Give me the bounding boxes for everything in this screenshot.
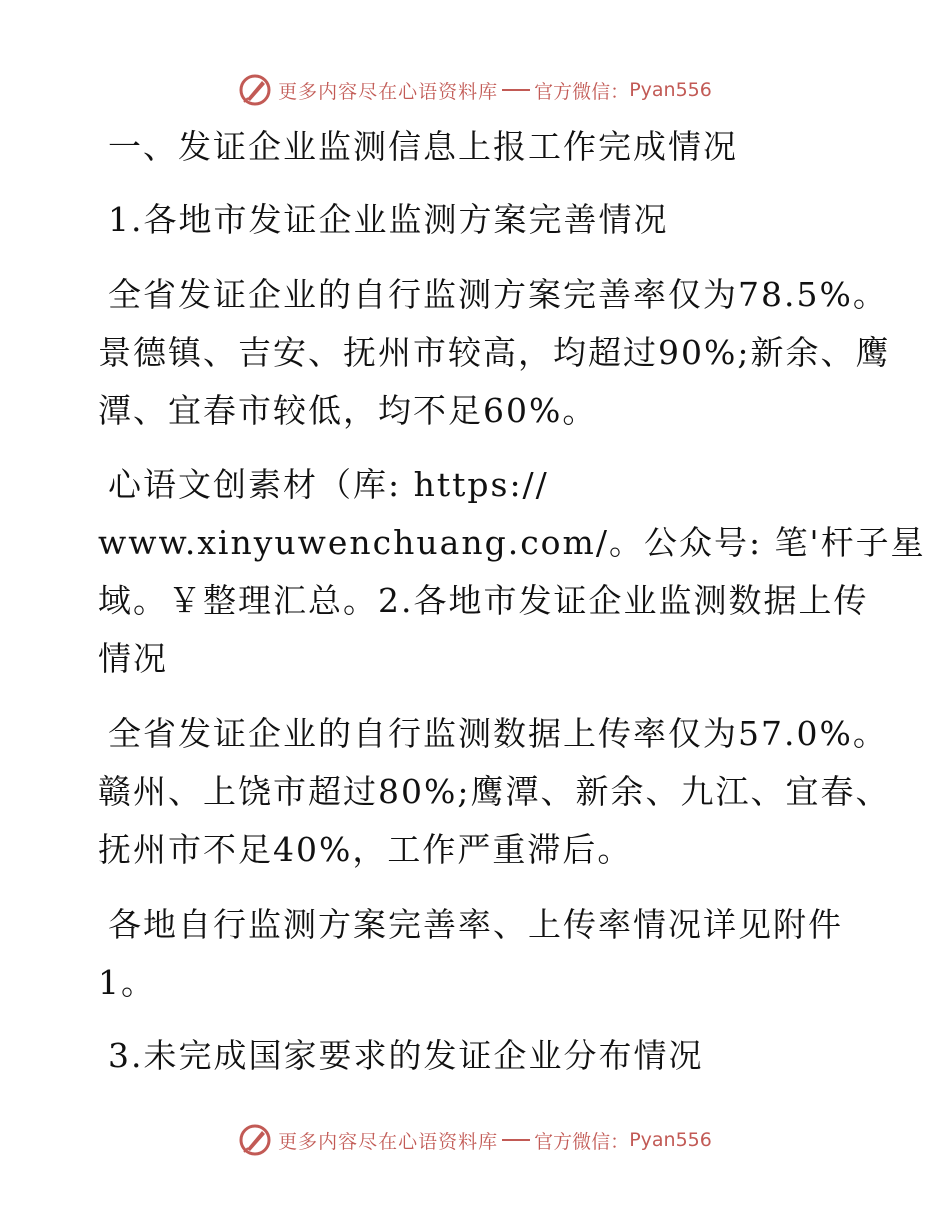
banner-text: 更多内容尽在心语资料库 — [278, 80, 499, 103]
banner-wechat-id: Pyan556 — [629, 79, 712, 101]
para1-line3: 潭、宜春市较低，均不足60%。 — [98, 391, 598, 430]
banner-wechat-id: Pyan556 — [629, 1129, 712, 1151]
para2-line2: www.xinyuwenchuang.com/。公众号: 笔'杆子星 — [98, 523, 926, 562]
banner-separator — [502, 89, 530, 91]
para2-line1: 心语文创素材（库: https:// — [108, 465, 549, 504]
para4-line1: 各地自行监测方案完善率、上传率情况详见附件 — [108, 905, 843, 944]
para2-line4: 情况 — [98, 639, 168, 678]
banner-wechat-label: 官方微信： — [534, 1130, 630, 1153]
quill-logo-icon — [238, 1123, 272, 1157]
section1-title: 1.各地市发证企业监测方案完善情况 — [108, 200, 669, 239]
para3-line1: 全省发证企业的自行监测数据上传率仅为57.0%。 — [108, 714, 888, 753]
para3-line3: 抚州市不足40%，工作严重滞后。 — [98, 830, 633, 869]
para2-line3: 域。￥整理汇总。2.各地市发证企业监测数据上传 — [98, 581, 869, 620]
banner-text: 更多内容尽在心语资料库 — [278, 1130, 499, 1153]
banner-wechat-label: 官方微信： — [534, 80, 630, 103]
footer-banner — [0, 1120, 950, 1160]
para3-line2: 赣州、上饶市超过80%;鹰潭、新余、九江、宜春、 — [98, 772, 891, 811]
para1-line2: 景德镇、吉安、抚州市较高，均超过90%;新余、鹰 — [98, 333, 891, 372]
section-heading: 一、发证企业监测信息上报工作完成情况 — [108, 127, 738, 166]
quill-logo-icon — [238, 73, 272, 107]
para1-line1: 全省发证企业的自行监测方案完善率仅为78.5%。 — [108, 275, 888, 314]
para4-line2: 1。 — [98, 963, 156, 1002]
section3-title: 3.未完成国家要求的发证企业分布情况 — [108, 1036, 704, 1075]
header-banner — [0, 70, 950, 110]
banner-separator — [502, 1139, 530, 1141]
